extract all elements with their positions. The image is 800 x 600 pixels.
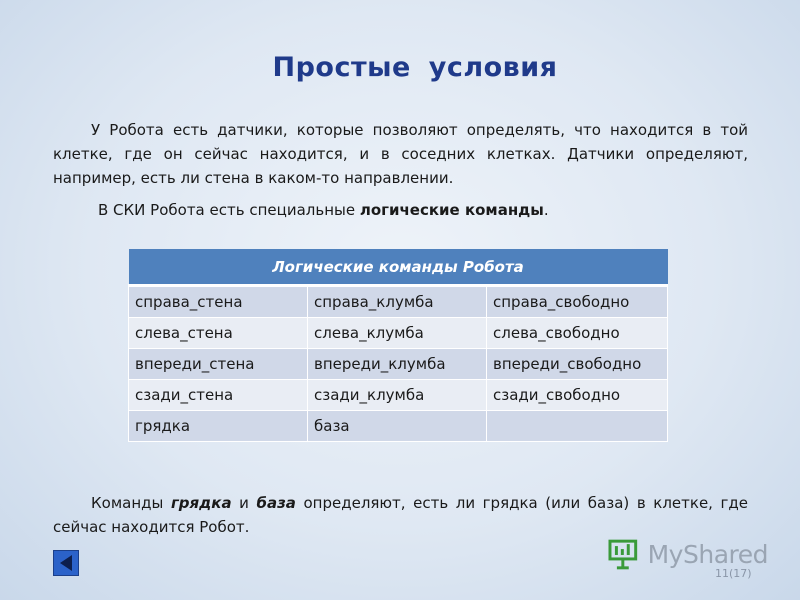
intro-paragraph: У Робота есть датчики, которые позволяют определять, что находится в той клетке, где он сейчас находится, и в соседних клетках. Датчики определяют, например, есть ли стена в каком-то направлении. [53,121,748,187]
table-cell: впереди_свободно [487,349,668,380]
table-cell: справа_клумба [308,286,487,318]
logo-text: MyShared [647,539,768,569]
para3-prefix: Команды [91,494,171,512]
garden-base-paragraph [53,491,748,539]
table-cell: сзади_свободно [487,380,668,411]
para2-prefix: В СКИ Робота есть специальные [98,201,360,219]
table-row [129,380,668,411]
table-cell [487,411,668,442]
para3-suffix: определяют, есть ли грядка (или база) в клетке, где сейчас находится Робот. [53,494,748,536]
table-row [129,349,668,380]
table-cell: справа_стена [129,286,308,318]
table-cell: впереди_клумба [308,349,487,380]
table-cell: база [308,411,487,442]
para2-suffix: . [543,201,549,219]
para3-bold2: база [256,494,296,512]
table-row [129,318,668,349]
table-row [129,286,668,318]
table-cell: грядка [129,411,308,442]
back-arrow-icon [58,554,74,572]
logical-commands-table [128,249,668,442]
table-cell: слева_стена [129,318,308,349]
table-cell: слева_клумба [308,318,487,349]
table-cell: справа_свободно [487,286,668,318]
table-cell: сзади_клумба [308,380,487,411]
para2-bold: логические команды [359,201,544,219]
logical-commands-paragraph [98,198,748,222]
table-cell: впереди_стена [129,349,308,380]
table-header: Логические команды Робота [129,249,668,286]
myshared-logo [608,537,768,571]
presentation-board-icon [608,538,642,570]
slide-title: Простые условия [272,52,558,83]
para3-mid: и [231,494,257,512]
table-row [129,411,668,442]
back-button[interactable] [53,550,79,576]
table-cell: сзади_стена [129,380,308,411]
page-number: 11(17) [715,567,752,580]
table-cell: слева_свободно [487,318,668,349]
para3-bold1: грядка [170,494,232,512]
